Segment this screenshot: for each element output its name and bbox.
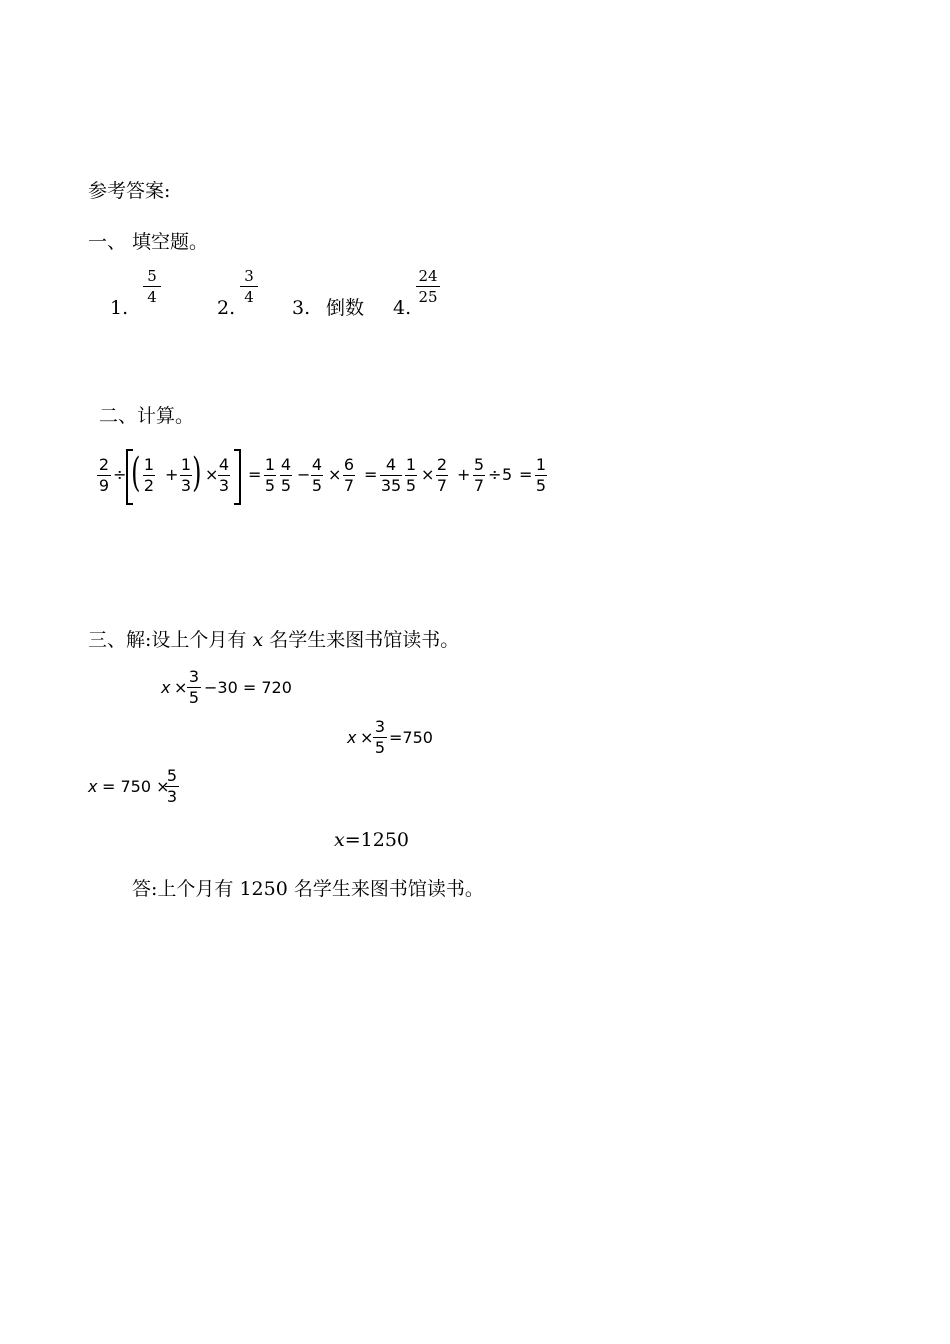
answer-3-label: 3. (292, 297, 311, 319)
equation-line-4: x=1250 (334, 829, 409, 851)
plus-sign: + (457, 465, 471, 484)
variable-x: x (88, 777, 98, 796)
equation-tail: −30 = 720 (204, 678, 292, 697)
expr-fraction: 1 2 (143, 455, 155, 495)
equals-sign: = (364, 465, 378, 484)
times-sign: × (205, 465, 219, 484)
answer-3-text: 倒数 (326, 297, 365, 319)
expr-fraction: 1 5 (535, 455, 547, 495)
times-sign: × (421, 465, 435, 484)
expr-fraction: 2 7 (436, 455, 448, 495)
variable-x: x (161, 678, 171, 697)
section3-title: 三、解:设上个月有 x 名学生来图书馆读书。 (88, 629, 460, 651)
section2-title: 二、计算。 (99, 405, 195, 427)
equation-fraction: 3 5 (374, 717, 386, 757)
answer-4-label: 4. (393, 297, 412, 319)
page-heading: 参考答案: (88, 180, 171, 202)
final-answer: 答:上个月有 1250 名学生来图书馆读书。 (132, 878, 484, 900)
divide-sign: ÷ (488, 465, 502, 484)
equation-fraction: 5 3 (166, 766, 178, 806)
section1-title: 一、 填空题。 (88, 231, 209, 253)
variable-x: x (347, 728, 357, 747)
answer-2-fraction: 3 4 (240, 267, 258, 306)
expr-fraction: 5 7 (473, 455, 485, 495)
answer-1-label: 1. (110, 297, 129, 319)
equation-tail: =750 (389, 728, 433, 747)
minus-sign: − (297, 465, 311, 484)
expr-fraction: 4 5 (311, 455, 323, 495)
right-square-bracket (234, 449, 241, 505)
times-sign: × (174, 678, 188, 697)
equation-fraction: 3 5 (188, 667, 200, 707)
plus-sign: + (165, 465, 179, 484)
expr-fraction: 4 5 (280, 455, 292, 495)
times-sign: × (360, 728, 374, 747)
answer-4-fraction: 24 25 (416, 267, 440, 306)
right-paren: ) (192, 450, 202, 496)
divide-sign: ÷ (113, 465, 127, 484)
left-paren: ( (131, 450, 141, 496)
answer-1-fraction: 5 4 (143, 267, 161, 306)
expr-fraction: 1 3 (180, 455, 192, 495)
expr-fraction: 1 5 (264, 455, 276, 495)
answer-2-label: 2. (217, 297, 236, 319)
equals-sign: = (248, 465, 262, 484)
expr-number: 5 (502, 465, 513, 484)
times-sign: × (328, 465, 342, 484)
expr-fraction: 4 3 (218, 455, 230, 495)
expr-fraction: 4 35 (380, 455, 402, 495)
expr-fraction: 6 7 (343, 455, 355, 495)
expr-fraction: 2 9 (98, 455, 110, 495)
expr-fraction: 1 5 (405, 455, 417, 495)
equation-head: = 750 × (102, 777, 170, 796)
equals-sign: = (519, 465, 533, 484)
